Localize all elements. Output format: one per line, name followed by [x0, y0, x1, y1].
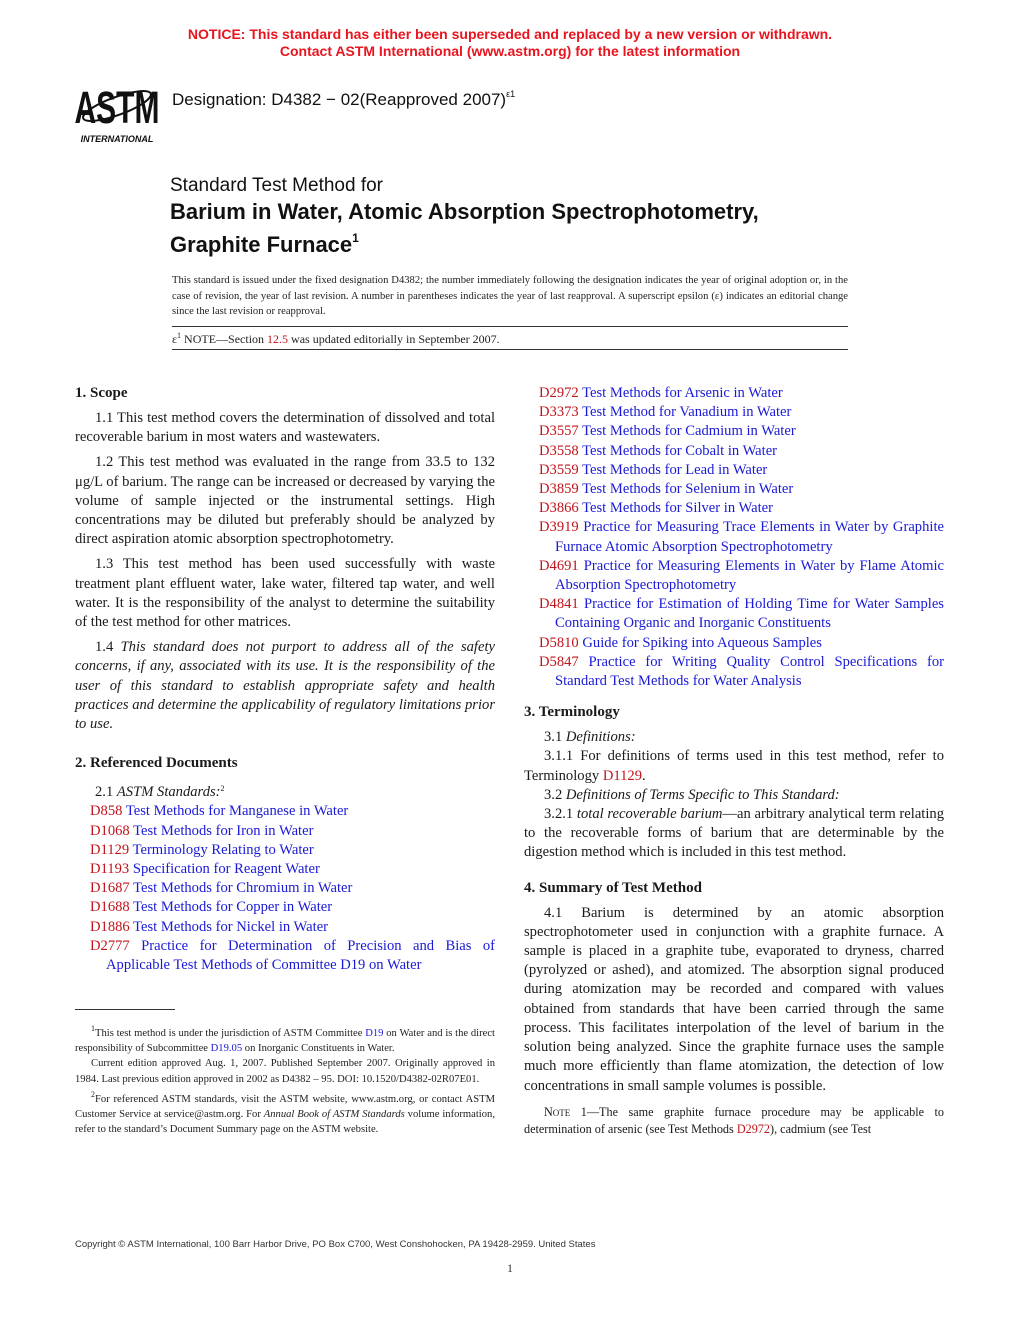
section-heading-referenced: 2. Referenced Documents — [75, 755, 238, 772]
reference-list-left — [90, 802, 495, 975]
divider-top — [172, 326, 848, 327]
reference-item[interactable]: D2777 Practice for Determination of Precision and Bias of Applicable Test Methods of Committee D19 on Water — [90, 937, 495, 974]
issued-statement: This standard is issued under the fixed designation D4382; the number immediately following the designation indicates the year of original adoption or, in the case of revision, the year of last revision. A number in parentheses indicates the year of last reapproval. A superscript epsilon (ε) indicates an editorial change since the last revision or reapproval. — [172, 275, 848, 317]
arsenic-method-link[interactable]: D2972 — [736, 1121, 771, 1136]
footnote-2: $^2$For referenced ASTM standards, visit the ASTM website, www.astm.org, or contact ASTM Customer Service at service@astm.org. For Annual Book of ASTM Standards volume information, refer to the standard’s Document Summary page on the ASTM website. — [75, 1089, 495, 1136]
reference-item[interactable]: D1129 Terminology Relating to Water — [90, 841, 314, 858]
copyright: Copyright © ASTM International, 100 Barr Harbor Drive, PO Box C700, West Conshohocken, PA 19428-2959. United States — [75, 1239, 596, 1250]
reference-item[interactable]: D4841 Practice for Estimation of Holding Time for Water Samples Containing Organic and Inorganic Constituents — [539, 596, 944, 632]
para-4-1: 4.1 Barium is determined by an atomic absorption spectrophotometer used in conjunction with a graphite furnace. A sample is placed in a graphite tube, evaporated to dryness, charred (pyrolyzed or ashed), and atomized. The absorption signal produced during atomization may be recorded and compared with values obtained from standards that have been carried through the same process. This facilitates interpolation of the level of barium in the solution being analyzed. Since the graphite furnace uses the sample much more efficiently than flame atomization, the detection of low concentrations in small sample volumes is possible. — [524, 904, 944, 1094]
footnotes — [75, 1021, 495, 1137]
astm-logo-icon — [74, 78, 160, 144]
note-1: Note 1—The same graphite furnace procedure may be applicable to determination of arsenic (see Test Methods D2972), cadmium (see Test — [524, 1104, 944, 1136]
section-heading-summary: 4. Summary of Test Method — [524, 879, 702, 896]
page-number: 1 — [507, 1261, 513, 1275]
para-1-4: 1.4 This standard does not purport to address all of the safety concerns, if any, associated with its use. It is the responsibility of the user of this standard to establish appropriate safety and health practices and determine the applicability of regulatory limitations prior to use. — [75, 639, 495, 733]
reference-item[interactable]: D3919 Practice for Measuring Trace Elements in Water by Graphite Furnace Atomic Absorption Spectrophotometry — [539, 519, 944, 555]
logo-letters: ASTM — [74, 82, 160, 134]
committee-link[interactable]: D19 — [365, 1028, 384, 1039]
terminology-link[interactable]: D1129 — [602, 767, 643, 784]
reference-item[interactable]: D1886 Test Methods for Nickel in Water — [90, 918, 329, 935]
designation-epsilon: ε1 — [506, 89, 516, 99]
title-line-2: Barium in Water, Atomic Absorption Spectrophotometry, — [170, 199, 759, 224]
title-line-1: Standard Test Method for — [170, 175, 383, 196]
para-3-2-1: 3.2.1 total recoverable barium—an arbitrary analytical term relating to the recoverable forms of barium that are determinable by the digestion method which is included in this test method. — [524, 806, 944, 861]
reference-item[interactable]: D1688 Test Methods for Copper in Water — [90, 899, 333, 916]
section-heading-terminology: 3. Terminology — [524, 704, 620, 721]
document-title — [170, 174, 759, 258]
footnote-1: $^1$This test method is under the jurisdiction of ASTM Committee D19 on Water and is the direct responsibility of Subcommittee D19.05 on Inorganic Constituents in Water. — [75, 1024, 495, 1055]
para-2-1: 2.1 ASTM Standards:$^2$ — [95, 784, 225, 801]
reference-item[interactable]: D4691 Practice for Measuring Elements in Water by Flame Atomic Absorption Spectrophotometry — [539, 557, 944, 594]
para-3-1: 3.1 Definitions: — [544, 729, 636, 746]
reference-item[interactable]: D3559 Test Methods for Lead in Water — [539, 461, 768, 478]
reference-item[interactable]: D1193 Specification for Reagent Water — [90, 861, 320, 878]
subcommittee-link[interactable]: D19.05 — [210, 1043, 243, 1055]
notice-line-1: NOTICE: This standard has either been superseded and replaced by a new version or withdrawn. — [187, 26, 833, 42]
right-column — [524, 384, 944, 1144]
section-link[interactable]: 12.5 — [267, 332, 289, 346]
para-1-1: 1.1 This test method covers the determination of dissolved and total recoverable barium in most waters and wastewaters. — [75, 410, 495, 446]
para-3-1-1: 3.1.1 For definitions of terms used in this test method, refer to Terminology D1129. — [524, 748, 944, 784]
reference-item[interactable]: D5810 Guide for Spiking into Aqueous Samples — [539, 634, 822, 651]
editorial-note: ε$^1$ NOTE—Section 12.5 was updated editorially in September 2007. — [172, 331, 500, 346]
para-3-2: 3.2 Definitions of Terms Specific to This Standard: — [544, 786, 840, 803]
section-heading-scope: 1. Scope — [75, 385, 128, 401]
astm-logo — [74, 78, 160, 144]
left-column — [75, 384, 495, 975]
reference-item[interactable]: D2972 Test Methods for Arsenic in Water — [539, 385, 783, 401]
reference-list-right — [539, 384, 944, 691]
reference-item[interactable]: D3859 Test Methods for Selenium in Water — [539, 481, 794, 498]
reference-item[interactable]: D5847 Practice for Writing Quality Control Specifications for Standard Test Methods for Water Analysis — [539, 653, 944, 690]
reference-item[interactable]: D1687 Test Methods for Chromium in Water — [90, 880, 353, 897]
designation — [172, 89, 515, 110]
withdrawn-notice — [0, 26, 1020, 60]
para-1-3: 1.3 This test method has been used successfully with waste treatment plant effluent water, lake water, filtered tap water, and well water. It is the responsibility of the analyst to determine the suitability of the test method for other matrices. — [75, 556, 495, 631]
reference-item[interactable]: D858 Test Methods for Manganese in Water — [90, 803, 349, 820]
reference-item[interactable]: D3558 Test Methods for Cobalt in Water — [539, 442, 778, 459]
reference-item[interactable]: D3866 Test Methods for Silver in Water — [539, 500, 773, 517]
logo-subtitle: INTERNATIONAL — [80, 134, 154, 144]
footnote-divider — [75, 1009, 175, 1010]
reference-item[interactable]: D3373 Test Method for Vanadium in Water — [539, 404, 792, 421]
title-footnote-mark[interactable]: 1 — [352, 231, 359, 245]
title-line-3: Graphite Furnace$^1$ — [170, 231, 359, 257]
footnote-edition: Current edition approved Aug. 1, 2007. Published September 2007. Originally approved in 1984. Last previous edition approved in 2002 as D4382 – 95. DOI: 10.1520/D4382-02R07E01. — [75, 1058, 495, 1085]
designation-text: Designation: D4382 − 02(Reapproved 2007) — [172, 90, 507, 109]
divider-bottom — [172, 349, 848, 350]
reference-item[interactable]: D1068 Test Methods for Iron in Water — [90, 822, 314, 839]
para-1-2: 1.2 This test method was evaluated in the range from 33.5 to 132 μg/L of barium. The range can be increased or decreased by varying the volume of sample injected or the instrumental settings. High concentrations may be diluted but preferably should be analyzed by direct aspiration atomic absorption spectrophotometry. — [75, 454, 495, 548]
reference-item[interactable]: D3557 Test Methods for Cadmium in Water — [539, 423, 796, 440]
notice-line-2: Contact ASTM International (www.astm.org) for the latest information — [279, 43, 741, 59]
